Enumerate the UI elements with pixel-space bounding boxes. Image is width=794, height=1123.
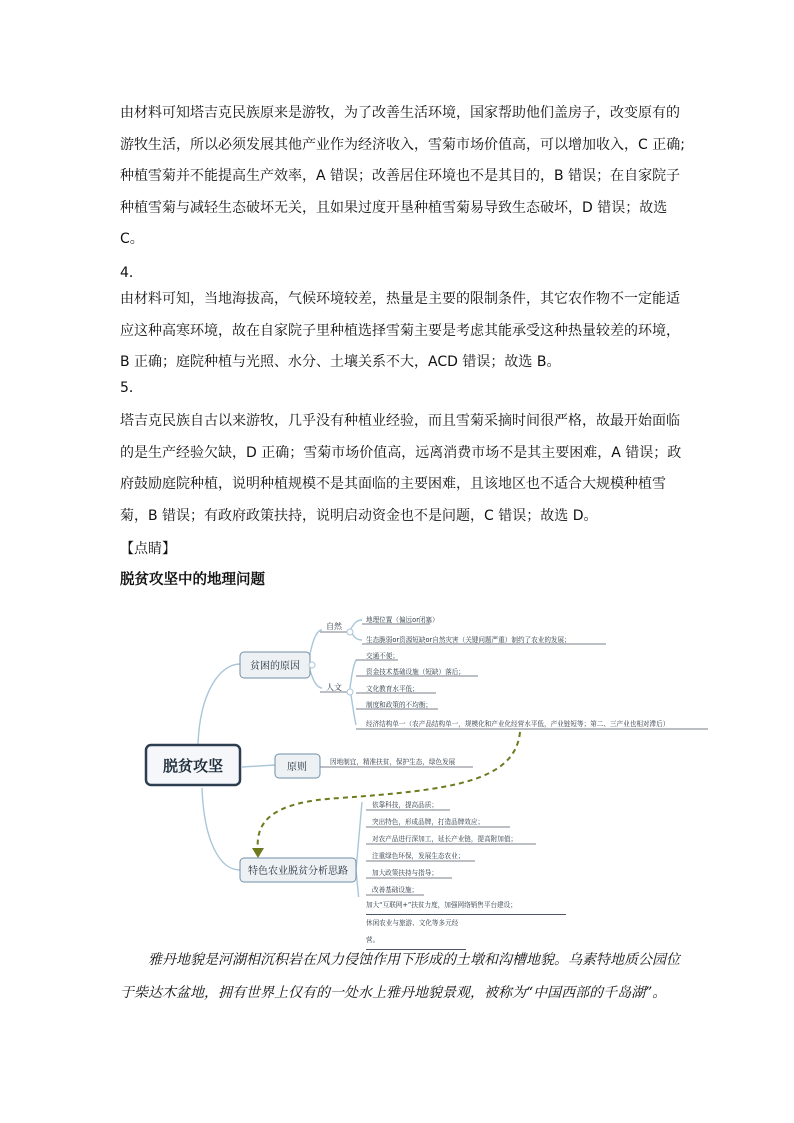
connector-root-principle — [242, 765, 275, 767]
answer-paragraph-1: 由材料可知塔吉克民族原来是游牧，为了改善生活环境，国家帮助他们盖房子，改变原有的游牧生活，所以必须发展其他产业作为经济收入，雪菊市场价值高，可以增加收入，C 正确;种植雪菊并不能提高生产效率，A 错误；改善居住环境也不是其目的，B 错误；在自家院子种植雪菊与减轻生态破坏无关，且如果过度开垦种植雪菊易导致生态破坏，D 错误；故选 C。 — [120, 105, 685, 247]
dashed-link — [258, 732, 520, 852]
sub-nature: 自然 — [326, 622, 342, 631]
sub-human: 人文 — [326, 683, 342, 692]
answer-paragraph-2: 由材料可知，当地海拔高，气候环境较差，热量是主要的限制条件，其它农作物不一定能适应这种高寒环境，故在自家院子里种植选择雪菊主要是考虑其能承受这种热量较差的环境，B 正确；庭院种植与光照、水分、土壤关系不大，ACD 错误；故选 B。 — [120, 291, 680, 370]
feature-item-6: 加大“互联网+”扶贫力度，加强网络销售平台建设； — [366, 897, 566, 915]
question-5-number: 5． — [120, 380, 143, 396]
human-item-1: 资金技术基础设施（短缺）落后； — [366, 668, 465, 676]
feature-items-overflow — [366, 897, 566, 950]
principle-text: 因地制宜，精准扶贫，保护生态，绿色发展 — [330, 758, 456, 766]
root-node: 脱贫攻坚 — [162, 757, 224, 775]
nature-item-0: 地理位置（偏远or闭塞） — [366, 616, 439, 624]
feature-item-4: 加大政策扶持与指导； — [372, 869, 438, 877]
question-4-number: 4． — [120, 265, 143, 281]
feature-item-3: 注重绿色环保，发展生态农业； — [372, 852, 465, 860]
poverty-mind-map — [140, 612, 720, 897]
branch-poverty: 贫困的原因 — [250, 661, 300, 672]
answer-paragraph-3: 塔吉克民族自古以来游牧，几乎没有种植业经验，而且雪菊采摘时间很严格，故最开始面临的是生产经验欠缺，D 正确；雪菊市场价值高，远离消费市场不是其主要困难，A 错误；政府鼓励庭院种植，说明种植规模不是其面临的主要困难，且该地区也不适合大规模种植雪菊，B 错误；有政府政策扶持，说明启动资金也不是问题，C 错误；故选 D。 — [120, 413, 682, 524]
human-item-4: 经济结构单一（农产品结构单一，规模化和产业化经营水平低，产业链短等；第二、三产业也相对滞后） — [366, 720, 670, 728]
human-item-0: 交通不便； — [366, 652, 399, 660]
feature-item-1: 突出特色，形成品牌，打造品牌效应； — [372, 818, 485, 826]
connector-root-feature — [202, 788, 240, 870]
human-item-3: 制度和政策的不均衡； — [366, 701, 432, 709]
feature-item-2: 对农产品进行深加工，延长产业链，提高附加值； — [372, 835, 518, 843]
feature-item-5: 改善基础设施； — [372, 886, 419, 894]
connector-root-poverty — [198, 664, 240, 744]
connector-feature-spine — [356, 802, 362, 897]
feature-item-0: 依靠科技，提高品质； — [372, 801, 438, 809]
dianjing-label: 【点睛】 — [120, 541, 176, 557]
branch-principle: 原则 — [287, 762, 307, 773]
branch-feature: 特色农业脱贫分析思路 — [248, 866, 348, 877]
human-item-2: 文化教育水平低； — [366, 685, 419, 693]
feature-item-7: 休闲农业与旅游、文化等多元经营。 — [366, 915, 466, 950]
yardang-paragraph: 雅丹地貌是河湖相沉积岩在风力侵蚀作用下形成的土墩和沟槽地貌。乌素特地质公园位于柴达木盆地，拥有世界上仅有的一处水上雅丹地貌景观，被称为“中国西部的千岛湖”。 — [120, 952, 680, 1001]
section-title: 脱贫攻坚中的地理问题 — [120, 572, 265, 588]
nature-item-1: 生态脆弱or资源短缺or自然灾害（关键问题严重）制约了农业的发展； — [366, 636, 571, 644]
dashed-link-arrowhead — [252, 848, 264, 858]
